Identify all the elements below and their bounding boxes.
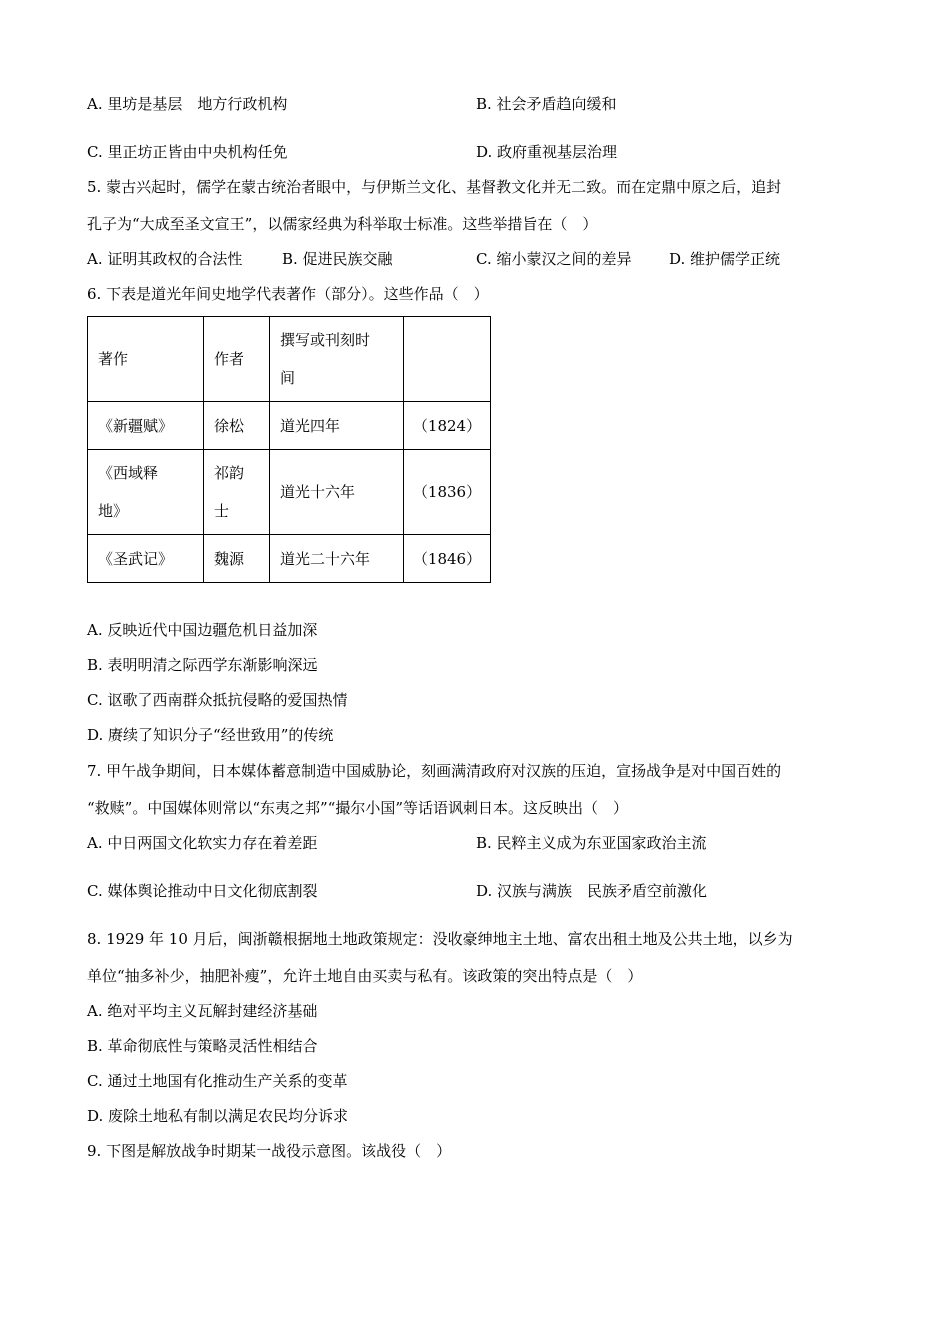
q7-option-a: A. 中日两国文化软实力存在着差距 [87,834,318,852]
q5-option-c: C. 缩小蒙汉之间的差异 [476,250,632,268]
table-header-time [270,317,404,402]
q5-option-d: D. 维护儒学正统 [669,250,781,268]
q7-option-c: C. 媒体舆论推动中日文化彻底割裂 [87,882,318,900]
q8-option-b: B. 革命彻底性与策略灵活性相结合 [87,1037,318,1055]
q5-option-a: A. 证明其政权的合法性 [87,250,243,268]
q5-stem-line2: 孔子为“大成至圣文宣王”，以儒家经典为科举取士标准。这些举措旨在（ ） [87,215,598,233]
table-cell-author-line2: 士 [214,502,230,520]
table-cell-author: 魏源 [204,535,270,583]
table-cell-year: （1836） [404,450,491,535]
table-cell-author: 徐松 [204,402,270,450]
table-cell-author [204,450,270,535]
table-header-time-line2: 间 [280,369,296,387]
q9-stem: 9. 下图是解放战争时期某一战役示意图。该战役（ ） [87,1142,452,1160]
q7-stem-line1: 7. 甲午战争期间，日本媒体蓄意制造中国威胁论，刻画满清政府对汉族的压迫，宣扬战争是对中国百姓的 [87,762,782,780]
table-row [88,450,491,535]
table-row [88,402,491,450]
q6-option-d: D. 赓续了知识分子“经世致用”的传统 [87,726,334,744]
q4-option-c: C. 里正坊正皆由中央机构任免 [87,143,288,161]
table-header-year [404,317,491,402]
q8-option-c: C. 通过土地国有化推动生产关系的变革 [87,1072,348,1090]
q5-option-b: B. 促进民族交融 [282,250,393,268]
q8-option-a: A. 绝对平均主义瓦解封建经济基础 [87,1002,318,1020]
table-header-work: 著作 [88,317,204,402]
table-cell-author-line1: 祁韵 [214,464,245,482]
table-cell-year: （1824） [404,402,491,450]
q4-option-d: D. 政府重视基层治理 [476,143,618,161]
q7-option-d: D. 汉族与满族 民族矛盾空前激化 [476,882,708,900]
table-cell-work-line2: 地》 [98,502,129,520]
table-cell-time: 道光二十六年 [270,535,404,583]
table-cell-time: 道光十六年 [270,450,404,535]
q7-stem-line2: “救赎”。中国媒体则常以“东夷之邦”“撮尔小国”等话语讽刺日本。这反映出（ ） [87,799,629,817]
q8-option-d: D. 废除土地私有制以满足农民均分诉求 [87,1107,349,1125]
table-cell-year: （1846） [404,535,491,583]
table-cell-work: 《新疆赋》 [88,402,204,450]
table-cell-work-line1: 《西域释 [98,464,159,482]
table-header-author: 作者 [204,317,270,402]
q6-option-a: A. 反映近代中国边疆危机日益加深 [87,621,318,639]
q5-stem-line1: 5. 蒙古兴起时，儒学在蒙古统治者眼中，与伊斯兰文化、基督教文化并无二致。而在定鼎中原之后，追封 [87,178,782,196]
table-header-time-line1: 撰写或刊刻时 [280,331,371,349]
q8-stem-line2: 单位“抽多补少，抽肥补瘦”，允许土地自由买卖与私有。该政策的突出特点是（ ） [87,967,643,985]
q7-option-b: B. 民粹主义成为东亚国家政治主流 [476,834,707,852]
q4-option-b: B. 社会矛盾趋向缓和 [476,95,617,113]
q6-option-c: C. 讴歌了西南群众抵抗侵略的爱国热情 [87,691,348,709]
q6-table [87,316,491,583]
table-cell-time: 道光四年 [270,402,404,450]
q8-stem-line1: 8. 1929 年 10 月后，闽浙赣根据地土地政策规定：没收豪绅地主土地、富农出租土地及公共土地，以乡为 [87,930,793,948]
table-header-row [88,317,491,402]
table-cell-work: 《圣武记》 [88,535,204,583]
q6-option-b: B. 表明明清之际西学东渐影响深远 [87,656,318,674]
table-cell-work [88,450,204,535]
q6-stem: 6. 下表是道光年间史地学代表著作（部分）。这些作品（ ） [87,285,489,303]
table-row [88,535,491,583]
q4-option-a: A. 里坊是基层 地方行政机构 [87,95,288,113]
